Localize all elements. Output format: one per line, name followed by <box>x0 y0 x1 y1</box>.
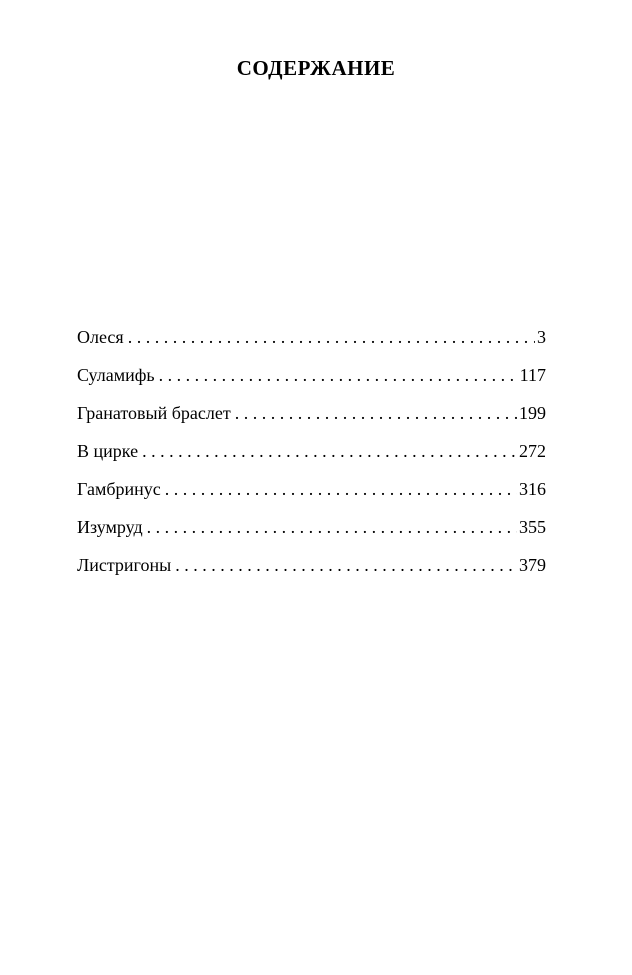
toc-page-number: 316 <box>519 479 546 499</box>
dot-leader <box>147 513 517 541</box>
toc-entry-title: Листригоны <box>77 555 172 575</box>
toc-page-number: 355 <box>519 517 546 537</box>
toc-entry-title: Изумруд <box>77 517 143 537</box>
toc-page-number: 272 <box>519 441 546 461</box>
toc-page-number: 3 <box>537 327 546 347</box>
toc-entry-sulamif <box>77 361 546 399</box>
dot-leader <box>142 437 517 465</box>
dot-leader <box>159 361 518 389</box>
toc-entry-granatovyi-braslet <box>77 399 546 437</box>
toc-entry-title: В цирке <box>77 441 139 461</box>
dot-leader <box>128 323 535 351</box>
toc-entry-title: Олеся <box>77 327 124 347</box>
toc-entry-listrigony <box>77 551 546 589</box>
toc-entry-title: Суламифь <box>77 365 155 385</box>
toc-page-number: 199 <box>519 403 546 423</box>
toc-entry-v-tsirke <box>77 437 546 475</box>
toc-entry-izumrud <box>77 513 546 551</box>
toc-entry-olesya <box>77 323 546 361</box>
dot-leader <box>235 399 517 427</box>
toc-entry-title: Гамбринус <box>77 479 161 499</box>
toc-page-number: 379 <box>519 555 546 575</box>
page-title: СОДЕРЖАНИЕ <box>236 56 396 80</box>
dot-leader <box>175 551 517 579</box>
toc-entry-gambrinus <box>77 475 546 513</box>
toc-entry-title: Гранатовый браслет <box>77 403 231 423</box>
table-of-contents <box>77 323 546 589</box>
toc-page-number: 117 <box>519 365 546 385</box>
dot-leader <box>165 475 517 503</box>
